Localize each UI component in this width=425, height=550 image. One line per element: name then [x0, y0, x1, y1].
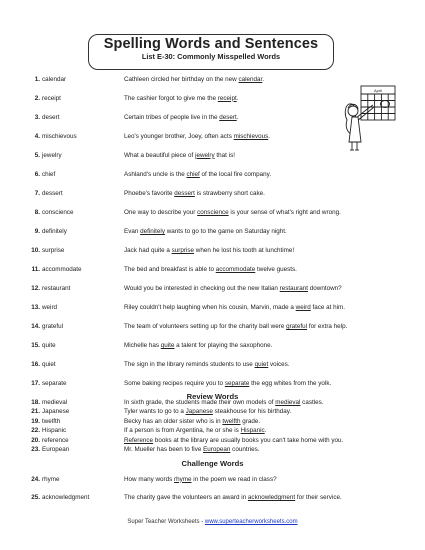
sentence-text: downtown?: [308, 285, 342, 293]
example-sentence: [124, 283, 342, 295]
spelling-word: medieval: [42, 399, 68, 407]
sentence-text: If a person is from Argentina, he or she is: [124, 427, 241, 435]
item-number: 14.: [31, 323, 40, 331]
sentence-text: Michelle has: [124, 342, 161, 350]
underlined-word: surprise: [171, 246, 195, 254]
spelling-word: Japanese: [42, 408, 70, 415]
underlined-word: Reference: [124, 437, 154, 445]
underlined-word: mischievous: [233, 132, 269, 140]
sentence-text: Some baking recipes require you to: [124, 380, 225, 388]
underlined-word: twelfth: [222, 418, 241, 426]
girl-with-calendar-icon: [343, 84, 403, 152]
sentence-text: when he lost his tooth at lunchtime!: [194, 246, 295, 254]
spelling-word: acknowledgment: [42, 494, 90, 501]
sentence-text: of the local fire company.: [199, 170, 272, 178]
spelling-word: chief: [42, 170, 56, 178]
spelling-word: dessert: [42, 189, 63, 197]
spelling-word: twelfth: [42, 418, 61, 426]
sentence-text: is strawberry short cake.: [194, 189, 265, 197]
sentence-text: One way to describe your: [124, 208, 198, 216]
underlined-word: rhyme: [174, 475, 192, 483]
sentence-text: Evan: [124, 227, 141, 235]
item-number: 17.: [31, 380, 40, 388]
spelling-word: accommodate: [42, 266, 82, 273]
sentence-text: wants to go to the game on Saturday night.: [164, 227, 287, 235]
example-sentence: [124, 474, 277, 486]
underlined-word: conscience: [197, 208, 229, 216]
underlined-word: quiet: [254, 361, 269, 369]
page-subtitle: List E-30: Commonly Misspelled Words: [141, 52, 281, 61]
sentence-text: Leo's younger brother, Joey, often acts: [124, 132, 234, 140]
underlined-word: Hispanic: [240, 427, 265, 435]
sentence-text: Mr. Mueller has been to five: [124, 446, 204, 454]
spelling-word: surprise: [42, 246, 65, 254]
example-sentence: [124, 406, 291, 418]
underlined-word: acknowledgment: [247, 494, 296, 501]
sentence-text: .: [236, 94, 239, 102]
example-sentence: [124, 169, 271, 181]
sentence-text: The cashier forgot to give me the: [124, 94, 218, 102]
item-number: 6.: [34, 170, 40, 178]
example-sentence: [124, 492, 342, 504]
example-sentence: [124, 245, 294, 257]
spelling-word: quiet: [42, 361, 56, 369]
sentence-text: voices.: [268, 361, 290, 369]
underlined-word: separate: [224, 380, 250, 388]
item-number: 2.: [34, 94, 40, 102]
underlined-word: definitely: [140, 227, 165, 235]
spelling-word: grateful: [42, 323, 64, 331]
sentence-text: face at him.: [310, 304, 346, 312]
sentence-text: Tyler wants to go to a: [124, 408, 186, 415]
item-number: 19.: [31, 418, 40, 426]
item-number: 1.: [34, 75, 40, 83]
footer-prefix: Super Teacher Worksheets -: [127, 519, 205, 525]
sentence-text: Cathleen circled her birthday on the new: [124, 75, 239, 83]
item-number: 13.: [31, 304, 40, 312]
spelling-word: rhyme: [42, 475, 60, 483]
sentence-text: for extra help.: [307, 323, 348, 331]
item-number: 4.: [34, 132, 40, 140]
item-number: 11.: [31, 266, 40, 273]
underlined-word: desert: [219, 113, 237, 121]
underlined-word: dessert: [174, 189, 195, 197]
example-sentence: [124, 359, 290, 371]
spelling-word: receipt: [42, 94, 61, 102]
sentence-text: What a beautiful piece of: [124, 151, 196, 159]
item-number: 21.: [31, 408, 40, 415]
example-sentence: [124, 444, 259, 456]
spelling-word: calendar: [42, 75, 67, 83]
sentence-text: .: [264, 427, 267, 435]
example-sentence: [124, 150, 235, 162]
sentence-text: Becky has an older sister who is in: [124, 418, 223, 426]
spelling-word: conscience: [42, 208, 74, 216]
underlined-word: European: [203, 446, 231, 454]
item-number: 25.: [31, 494, 40, 501]
underlined-word: accommodate: [215, 266, 256, 273]
sentence-text: .: [268, 132, 271, 140]
sentence-text: How many words: [124, 475, 175, 483]
sentence-text: In sixth grade, the students made their own models of: [124, 399, 276, 407]
sentence-text: Would you be interested in checking out the new Italian: [124, 285, 280, 293]
item-number: 16.: [31, 361, 40, 369]
item-number: 20.: [31, 437, 40, 445]
item-number: 23.: [31, 446, 40, 454]
spelling-word: reference: [42, 437, 69, 445]
item-number: 3.: [34, 113, 40, 121]
example-sentence: [124, 188, 265, 200]
item-number: 24.: [31, 475, 40, 483]
example-sentence: [124, 93, 238, 105]
item-number: 5.: [34, 151, 40, 159]
example-sentence: [124, 226, 287, 238]
sentence-text: The sign in the library reminds students to use: [124, 361, 255, 369]
spelling-word: mischievous: [42, 132, 77, 140]
item-number: 7.: [34, 189, 40, 197]
underlined-word: calendar: [238, 75, 263, 83]
sentence-text: Phoebe's favorite: [124, 189, 175, 197]
sentence-text: .: [236, 113, 239, 121]
title-box: [88, 34, 334, 70]
spelling-word: desert: [42, 113, 60, 121]
sentence-text: the egg whites from the yolk.: [249, 380, 332, 388]
underlined-word: weird: [295, 304, 311, 312]
sentence-text: for their service.: [295, 494, 342, 501]
example-sentence: [124, 425, 266, 437]
example-sentence: [124, 378, 331, 390]
item-number: 9.: [34, 227, 40, 235]
sentence-text: twelve guests.: [255, 266, 297, 273]
item-number: 22.: [31, 427, 40, 435]
sentence-text: The bed and breakfast is able to: [124, 266, 216, 273]
spelling-word: European: [42, 446, 70, 454]
sentence-text: books at the library are usually books you can't take home with you.: [153, 437, 344, 445]
example-sentence: [124, 321, 347, 333]
underlined-word: medieval: [275, 399, 301, 407]
sentence-text: castles.: [300, 399, 324, 407]
sentence-text: in the poem we read in class?: [191, 475, 277, 483]
sentence-text: Certain tribes of people live in the: [124, 113, 220, 121]
page-title: Spelling Words and Sentences: [103, 36, 319, 52]
spelling-word: weird: [42, 304, 58, 312]
example-sentence: [124, 302, 345, 314]
item-number: 15.: [31, 342, 40, 350]
sentence-text: steakhouse for his birthday.: [212, 408, 292, 415]
example-sentence: [124, 112, 238, 124]
underlined-word: quite: [160, 342, 175, 350]
sentence-text: Riley couldn't help laughing when his cousin, Marvin, made a: [124, 304, 296, 312]
svg-text:April: April: [373, 88, 383, 93]
spelling-word: restaurant: [42, 285, 71, 293]
underlined-word: grateful: [286, 323, 308, 331]
sentence-text: countries.: [230, 446, 260, 454]
footer: [0, 519, 425, 525]
example-sentence: [124, 131, 270, 143]
spelling-word: Hispanic: [42, 427, 67, 435]
item-number: 18.: [31, 399, 40, 407]
item-number: 12.: [31, 285, 40, 293]
item-number: 10.: [31, 246, 40, 254]
sentence-text: Jack had quite a: [124, 246, 172, 254]
spelling-word: quite: [42, 342, 56, 350]
underlined-word: receipt: [217, 94, 237, 102]
example-sentence: [124, 340, 272, 352]
sentence-text: a talent for playing the saxophone.: [174, 342, 273, 350]
sentence-text: .: [262, 75, 265, 83]
sentence-text: is your sense of what's right and wrong.: [228, 208, 341, 216]
footer-link[interactable]: www.superteacherworksheets.com: [204, 519, 298, 525]
example-sentence: [124, 207, 341, 219]
example-sentence: [124, 74, 264, 86]
spelling-word: separate: [42, 380, 67, 388]
underlined-word: chief: [186, 170, 200, 178]
sentence-text: The charity gave the volunteers an award in: [124, 494, 248, 501]
section-heading: Challenge Words: [181, 459, 244, 468]
underlined-word: Japanese: [185, 408, 213, 415]
example-sentence: [124, 264, 297, 276]
sentence-text: Ashland's uncle is the: [124, 170, 187, 178]
sentence-text: The team of volunteers setting up for the charity ball were: [124, 323, 287, 331]
sentence-text: grade.: [240, 418, 261, 426]
section-heading: Review Words: [186, 392, 239, 401]
underlined-word: jewelry: [195, 151, 215, 159]
spelling-word: jewelry: [42, 151, 62, 159]
item-number: 8.: [34, 208, 40, 216]
underlined-word: restaurant: [279, 285, 309, 293]
sentence-text: that is!: [214, 151, 235, 159]
spelling-word: definitely: [42, 227, 67, 235]
